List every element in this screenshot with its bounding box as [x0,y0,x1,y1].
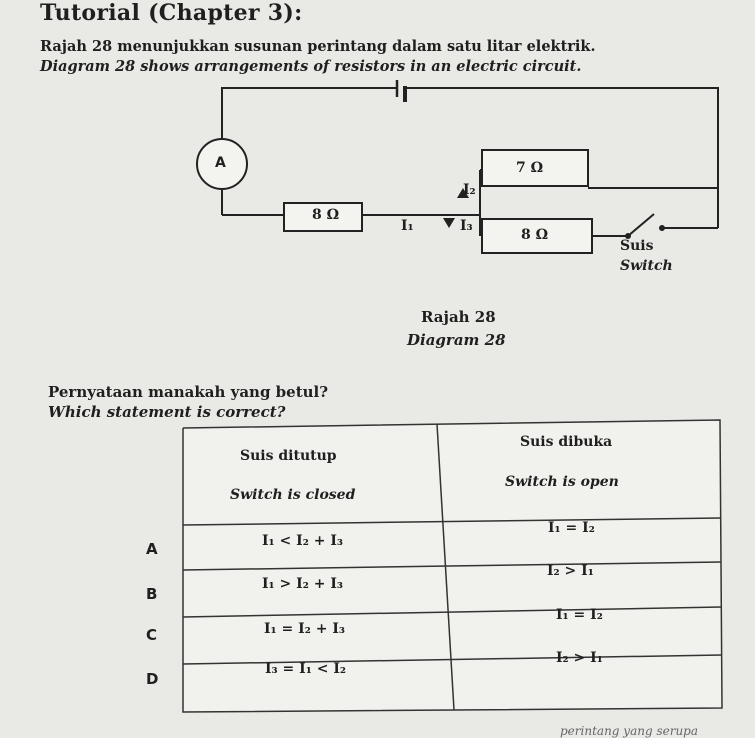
resistor-left-label: 8 Ω [312,207,340,223]
option-b-label: B [146,585,158,603]
col-closed-header-en: Switch is closed [230,487,356,503]
intro-text-en: Diagram 28 shows arrangements of resistors in an electric circuit. [40,58,582,75]
switch-label-ms: Suis [620,238,654,254]
resistor-bottom-label: 8 Ω [521,227,549,243]
footer-fragment: perintang yang serupa [560,724,699,738]
col-closed-header-ms: Suis ditutup [240,448,337,464]
option-d-open: I₂ > I₁ [556,650,603,666]
page-title: Tutorial (Chapter 3): [40,0,303,26]
option-b-open: I₂ > I₁ [547,563,594,579]
option-d-label: D [146,670,159,688]
option-c-open: I₁ = I₂ [556,607,603,623]
current-i3-label: I₃ [460,218,473,234]
option-c-label: C [146,626,158,644]
question-ms: Pernyataan manakah yang betul? [48,383,329,401]
option-a-open: I₁ = I₂ [548,520,595,536]
resistor-top-label: 7 Ω [516,160,544,176]
col-open-header-en: Switch is open [505,474,619,490]
diagram-caption-ms: Rajah 28 [421,308,496,326]
current-i2-label: I₂ [463,182,476,198]
diagram-caption-en: Diagram 28 [407,331,506,349]
option-c-closed: I₁ = I₂ + I₃ [264,621,345,637]
option-a-label: A [146,540,158,558]
current-i1-label: I₁ [401,218,414,234]
option-d-closed: I₃ = I₁ < I₂ [265,661,346,677]
question-en: Which statement is correct? [48,403,286,421]
option-b-closed: I₁ > I₂ + I₃ [262,576,343,592]
switch-label-en: Switch [620,258,673,274]
ammeter-label: A [215,155,226,171]
intro-text-ms: Rajah 28 menunjukkan susunan perintang dalam satu litar elektrik. [40,38,596,55]
option-a-closed: I₁ < I₂ + I₃ [262,533,343,549]
col-open-header-ms: Suis dibuka [520,434,613,450]
